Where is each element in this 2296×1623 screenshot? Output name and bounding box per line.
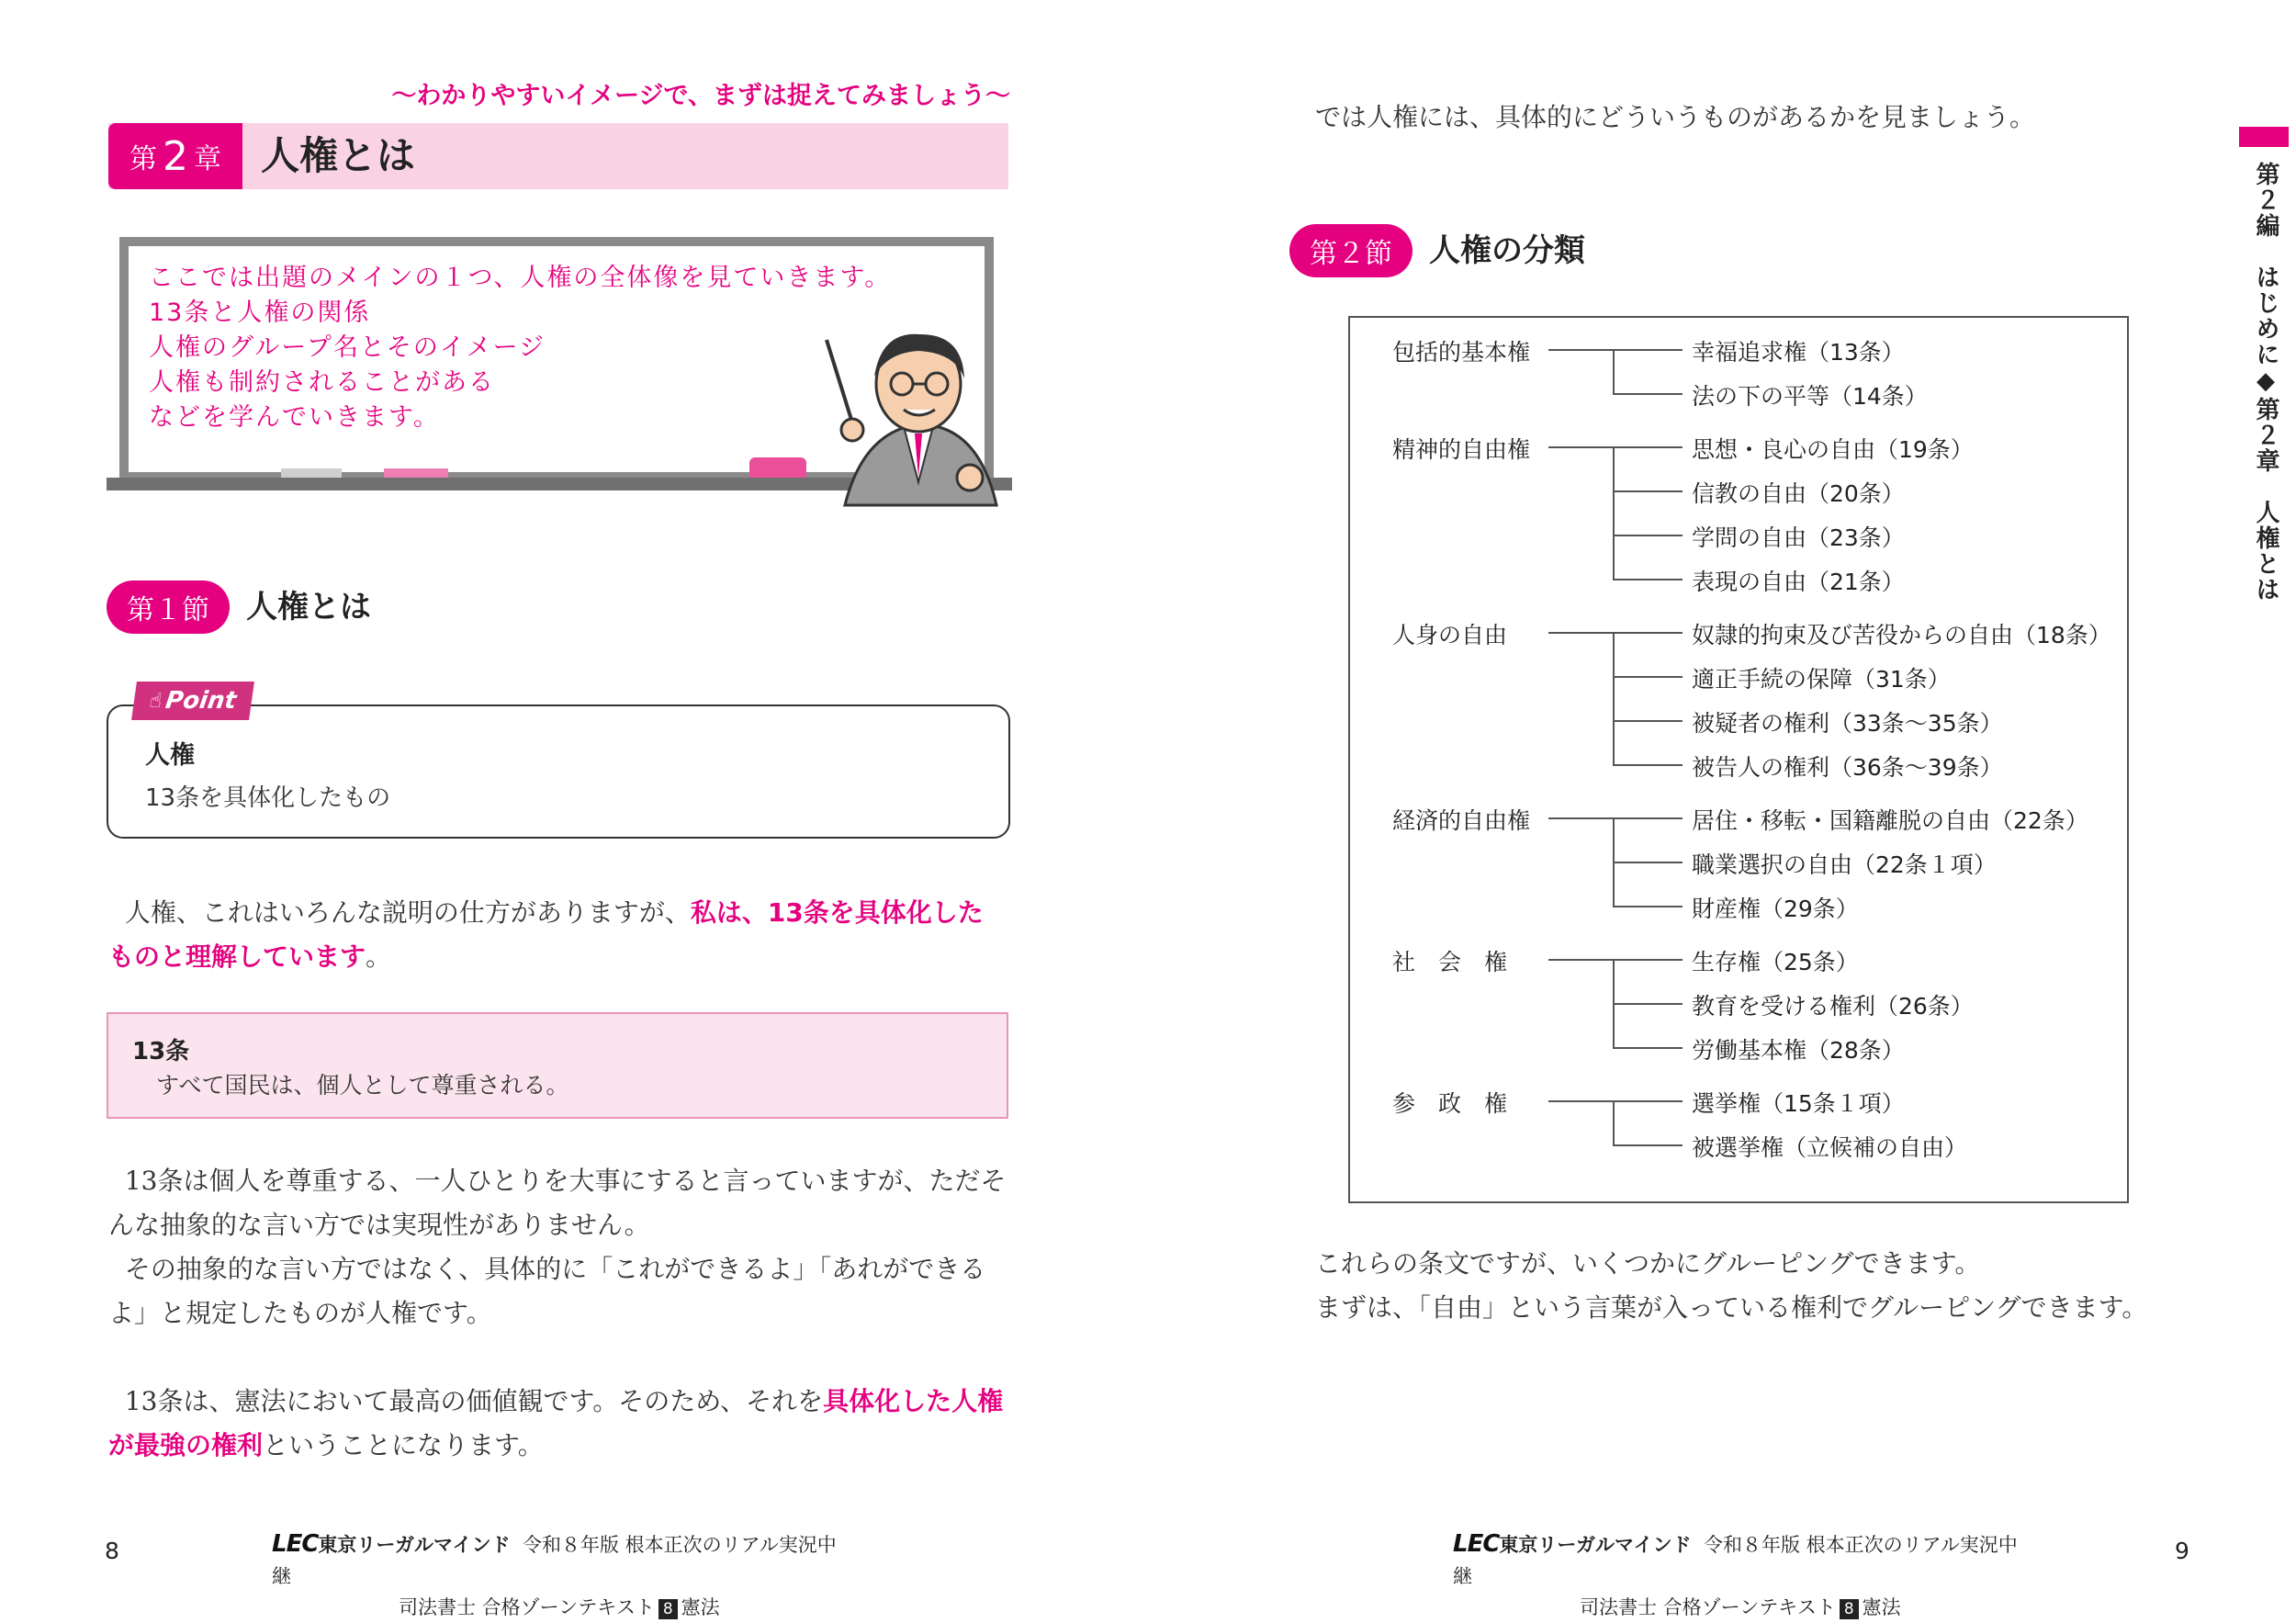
rights-item: 生存権（25条） [1692, 949, 1859, 975]
rights-item: 被疑者の権利（33条〜35条） [1692, 710, 2003, 737]
section2-badge: 第２節 [1289, 224, 1412, 277]
rights-item: 被告人の権利（36条〜39条） [1692, 754, 2003, 781]
board-line: などを学んでいきます。 [149, 403, 440, 432]
rights-item: 奴隷的拘束及び苦役からの自由（18条） [1692, 622, 2111, 648]
tree-trunk [1613, 632, 1615, 766]
closing-line: まずは、「自由」という言葉が入っている権利でグルーピングできます。 [1315, 1292, 2148, 1323]
tree-branch [1613, 490, 1683, 492]
board-line: ここでは出題のメインの１つ、人権の全体像を見ていきます。 [149, 264, 892, 292]
rights-item: 選挙権（15条１項） [1692, 1090, 1905, 1117]
publisher-name: 東京リーガルマインド [318, 1534, 511, 1556]
rights-item: 被選挙権（立候補の自由） [1692, 1134, 1968, 1161]
tree-connector [1548, 817, 1683, 819]
tree-connector [1548, 1100, 1683, 1102]
para1-end: 。 [366, 941, 392, 972]
chapter-subtitle: 〜わかりやすいイメージで、まずは捉えてみましょう〜 [391, 82, 1010, 110]
tree-trunk [1613, 1100, 1615, 1146]
para3-emphasis: 具体化した人権が最強の権利 [108, 1386, 1004, 1460]
tree-branch [1613, 906, 1683, 907]
rights-group-name: 精神的自由権 [1392, 436, 1531, 463]
tree-connector [1548, 959, 1683, 961]
page-number-left: 8 [105, 1538, 119, 1564]
tree-branch [1613, 676, 1683, 678]
footer-line1: 令和８年版 根本正次のリアル実況中継 [272, 1534, 837, 1587]
point-hand-icon: ☝ [148, 689, 164, 713]
point-title: 人権 [145, 741, 195, 770]
chapter-badge [108, 123, 242, 189]
lec-logo: LEC [272, 1530, 319, 1558]
rights-group-name: 包括的基本権 [1392, 339, 1531, 366]
rights-group-name: 参 政 権 [1392, 1090, 1508, 1117]
tree-trunk [1613, 817, 1615, 907]
rights-item: 適正手続の保障（31条） [1692, 666, 1951, 693]
chalk-white [281, 468, 342, 478]
footer-line1: 令和８年版 根本正次のリアル実況中継 [1453, 1534, 2018, 1587]
chapter-suffix: 章 [194, 143, 221, 175]
article-title: 13条 [132, 1038, 190, 1065]
rights-item: 労働基本権（28条） [1692, 1037, 1905, 1064]
rights-group-name: 経済的自由権 [1392, 807, 1531, 834]
rights-item: 教育を受ける権利（26条） [1692, 993, 1974, 1020]
rights-group-name: 人身の自由 [1392, 622, 1508, 648]
tree-branch [1613, 1144, 1683, 1146]
tree-trunk [1613, 349, 1615, 395]
board-line: 13条と人権の関係 [149, 299, 371, 327]
rights-item: 思想・良心の自由（19条） [1692, 436, 1974, 463]
chapter-heading-bar [108, 123, 1008, 189]
publisher-name: 東京リーガルマインド [1499, 1534, 1692, 1556]
tree-branch [1613, 393, 1683, 395]
volume-badge: 8 [658, 1599, 678, 1619]
rights-item: 幸福追求権（13条） [1692, 339, 1905, 366]
side-tab-marker [2239, 127, 2289, 147]
para2-line [108, 1247, 1013, 1336]
section1-title: 人権とは [246, 589, 371, 626]
tree-branch [1613, 535, 1683, 536]
footer-line2b: 憲法 [681, 1596, 720, 1618]
page-number-right: 9 [2175, 1538, 2189, 1564]
chapter-title: 人権とは [261, 133, 416, 178]
chalk-pink [384, 468, 448, 478]
para2-text-1: 13条は個人を尊重する、一人ひとりを大事にすると言っていますが、ただそんな抽象的な言い方では実現性がありません。 [108, 1166, 1007, 1240]
point-box [107, 704, 1010, 839]
closing-line: これらの条文ですが、いくつかにグルーピングできます。 [1315, 1248, 1981, 1279]
para1-emphasis: 私は、13条を具体化したものと理解しています [108, 897, 984, 972]
tree-branch [1613, 764, 1683, 766]
rights-item: 表現の自由（21条） [1692, 569, 1905, 595]
teacher-illustration [808, 321, 1029, 514]
board-line: 人権のグループ名とそのイメージ [149, 333, 546, 362]
rights-item: 財産権（29条） [1692, 896, 1859, 922]
eraser-icon [749, 457, 806, 478]
tree-connector [1548, 632, 1683, 634]
rights-item: 居住・移転・国籍離脱の自由（22条） [1692, 807, 2088, 834]
tree-connector [1548, 349, 1683, 351]
paragraph-1 [108, 891, 1008, 979]
chapter-number: 2 [163, 132, 188, 180]
footer-line2a: 司法書士 合格ゾーンテキスト [399, 1596, 655, 1618]
tree-branch [1613, 862, 1683, 863]
point-label-text: Point [163, 687, 239, 715]
chapter-prefix: 第 [129, 143, 157, 175]
footer-line2a: 司法書士 合格ゾーンテキスト [1580, 1596, 1836, 1618]
rights-item: 法の下の平等（14条） [1692, 383, 1928, 410]
right-intro: では人権には、具体的にどういうものがあるかを見ましょう。 [1315, 102, 2036, 132]
volume-badge: 8 [1840, 1599, 1859, 1619]
tree-branch [1613, 720, 1683, 722]
tree-trunk [1613, 446, 1615, 580]
side-tab-text: 第２編 はじめに◆第２章 人権とは [2252, 162, 2279, 603]
rights-group-name: 社 会 権 [1392, 949, 1508, 975]
rights-item: 職業選択の自由（22条１項） [1692, 851, 1997, 878]
tree-branch [1613, 1047, 1683, 1049]
board-line: 人権も制約されることがある [149, 368, 495, 397]
lec-logo: LEC [1453, 1530, 1500, 1558]
footer-left [272, 1528, 841, 1623]
article-body: すべて国民は、個人として尊重される。 [156, 1072, 569, 1099]
tree-trunk [1613, 959, 1615, 1049]
blackboard-text [149, 261, 891, 435]
para2-line [108, 1159, 1013, 1247]
footer-line2b: 憲法 [1862, 1596, 1901, 1618]
article-box [107, 1012, 1008, 1119]
tree-branch [1613, 579, 1683, 580]
tree-connector [1548, 446, 1683, 448]
rights-item: 学問の自由（23条） [1692, 524, 1905, 551]
right-closing [1315, 1242, 2147, 1330]
para1-text: 人権、これはいろんな説明の仕方がありますが、 [124, 897, 691, 928]
tree-branch [1613, 1003, 1683, 1005]
paragraph-3 [108, 1380, 1013, 1468]
point-body: 13条を具体化したもの [145, 784, 391, 812]
point-label [131, 682, 254, 720]
section2-title: 人権の分類 [1429, 232, 1585, 269]
para3-end: ということになります。 [263, 1430, 544, 1460]
para3-text: 13条は、憲法において最高の価値観です。そのため、それを [124, 1386, 824, 1416]
footer-right [1453, 1528, 2022, 1623]
para2-text-2: その抽象的な言い方ではなく、具体的に「これができるよ」「あれができるよ」と規定したものが人権です。 [108, 1254, 986, 1328]
paragraph-2 [108, 1159, 1013, 1336]
rights-item: 信教の自由（20条） [1692, 480, 1905, 507]
section1-badge: 第１節 [107, 580, 230, 634]
